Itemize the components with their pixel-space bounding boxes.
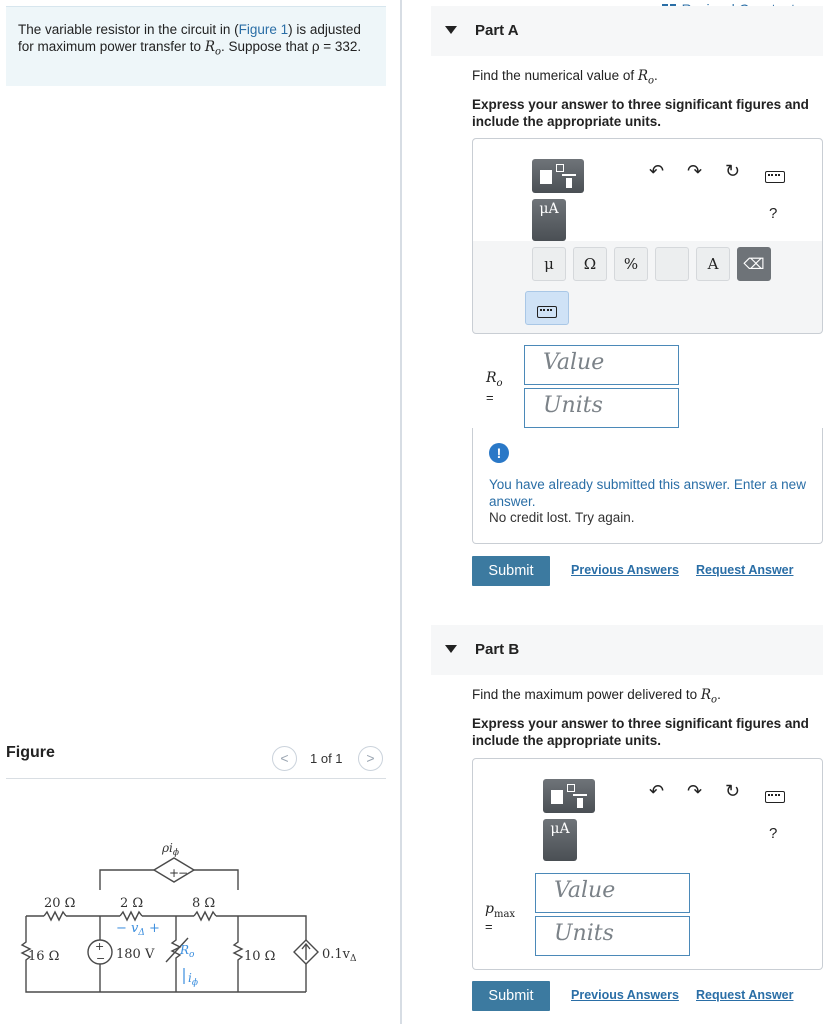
part-a-title: Part A <box>475 22 519 39</box>
equals-sign: = <box>486 390 494 405</box>
help-button[interactable]: ? <box>769 205 778 222</box>
qa-suffix: . <box>654 68 658 83</box>
mu-button[interactable]: μ <box>532 247 566 281</box>
figure-counter: 1 of 1 <box>310 751 343 766</box>
feedback-credit: No credit lost. Try again. <box>489 510 635 525</box>
pmax-sub: max <box>493 908 516 920</box>
current-source-label: $0.1v_\Delta$ <box>322 947 357 964</box>
request-answer-link-a[interactable]: Request Answer <box>696 563 794 577</box>
part-b-toolbox <box>472 758 823 970</box>
qb-symbol-letter: R <box>700 687 712 703</box>
figure-link[interactable]: Figure 1 <box>238 22 289 37</box>
resistor-2 <box>120 912 142 920</box>
pmax-variable-label <box>485 901 515 920</box>
template-glyph-4 <box>566 178 572 188</box>
problem-text-2: ) is adjusted for maximum power transfer to <box>18 22 361 54</box>
resistor-8 <box>194 912 216 920</box>
template-button[interactable] <box>532 159 584 193</box>
part-a-toolbox <box>472 138 823 334</box>
circuit-diagram <box>16 828 376 1008</box>
request-answer-link-b[interactable]: Request Answer <box>696 988 794 1002</box>
part-b-instruction: Express your answer to three significant figures and include the appropriate units. <box>472 716 809 748</box>
help-button[interactable]: ? <box>769 825 778 842</box>
pmax-letter: p <box>485 901 494 917</box>
column-divider <box>400 0 402 1024</box>
alert-icon: ! <box>489 443 509 463</box>
part-a-question <box>472 68 658 87</box>
undo-icon[interactable]: ↶ <box>649 781 665 801</box>
qb-symbol-sub: o <box>711 694 718 706</box>
qa-symbol-sub: o <box>648 75 655 87</box>
ro-label: $R_o$ <box>180 943 195 960</box>
template-glyph-1 <box>540 170 552 184</box>
feedback-box <box>472 428 823 544</box>
ro-letter: R <box>204 39 215 55</box>
feedback-message: You have already submitted this answer. Enter a new answer. <box>489 477 806 509</box>
percent-button[interactable]: % <box>614 247 648 281</box>
rho-value: ρ = 332. <box>311 39 362 54</box>
redo-icon[interactable]: ↷ <box>687 781 703 801</box>
qb-suffix: . <box>717 687 721 702</box>
r4-label: 16 Ω <box>28 949 60 964</box>
undo-icon[interactable]: ↶ <box>649 161 665 181</box>
template-glyph-4 <box>577 798 583 808</box>
keyboard-toggle-button[interactable] <box>525 291 569 325</box>
previous-answers-link-a[interactable]: Previous Answers <box>571 563 679 577</box>
toolbox-top-row <box>473 139 822 241</box>
ohm-button[interactable]: Ω <box>573 247 607 281</box>
ro-symbol <box>204 39 222 58</box>
current-source-arrow <box>302 944 310 960</box>
part-a-header[interactable] <box>431 6 823 56</box>
part-a-instruction: Express your answer to three significant figures and include the appropriate units. <box>472 97 809 129</box>
current-label: $i_\phi$ <box>188 971 198 988</box>
value-input[interactable]: Value <box>524 345 679 385</box>
collapse-triangle-icon[interactable] <box>445 26 457 34</box>
reset-icon[interactable]: ↻ <box>725 781 741 801</box>
submit-button-b[interactable]: Submit <box>472 981 550 1011</box>
keyboard-toggle-icon <box>537 306 557 318</box>
wire-right <box>216 916 306 940</box>
redo-icon[interactable]: ↷ <box>687 161 703 181</box>
resistor-10 <box>234 916 242 992</box>
collapse-triangle-icon[interactable] <box>445 645 457 653</box>
dep-minus: − <box>178 866 189 880</box>
template-glyph-3 <box>573 794 587 796</box>
v-delta-label: − $v_\Delta$ + <box>116 921 160 938</box>
submit-button-a[interactable]: Submit <box>472 556 550 586</box>
source-voltage-label: 180 V <box>116 947 155 962</box>
units-input[interactable]: Units <box>524 388 679 428</box>
problem-text: The variable resistor in the circuit in ( <box>18 22 239 37</box>
vs-plus: + <box>95 940 105 953</box>
reset-icon[interactable]: ↻ <box>725 161 741 181</box>
keyboard-icon[interactable] <box>765 171 785 183</box>
problem-text-3: . Suppose that <box>221 39 312 54</box>
chevron-right-icon[interactable]: > <box>358 746 383 771</box>
keyboard-icon[interactable] <box>765 791 785 803</box>
qa-symbol <box>637 68 655 87</box>
problem-statement <box>6 6 386 86</box>
qa-text: Find the numerical value of <box>472 68 638 83</box>
chevron-left-icon[interactable]: < <box>272 746 297 771</box>
equals-sign: = <box>485 919 493 934</box>
part-b-header[interactable] <box>431 625 823 675</box>
units-button[interactable]: μA <box>543 819 577 861</box>
angstrom-button[interactable]: A <box>696 247 730 281</box>
vs-minus: − <box>96 952 106 965</box>
template-glyph-3 <box>562 174 576 176</box>
r2-label: 2 Ω <box>120 896 144 911</box>
template-glyph-2 <box>556 164 564 172</box>
qa-symbol-letter: R <box>637 68 649 84</box>
template-button[interactable] <box>543 779 595 813</box>
wire-dep-right <box>194 870 238 890</box>
dep-plus: + <box>169 866 180 880</box>
ro-variable-label <box>486 370 503 389</box>
value-input[interactable]: Value <box>535 873 690 913</box>
template-glyph-1 <box>551 790 563 804</box>
previous-answers-link-b[interactable]: Previous Answers <box>571 988 679 1002</box>
r5-label: 10 Ω <box>244 949 276 964</box>
r1-label: 20 Ω <box>44 896 76 911</box>
blank-symbol-button[interactable] <box>655 247 689 281</box>
part-b-question <box>472 687 721 706</box>
dep-source-label: $\rho i_\phi$ <box>162 841 180 858</box>
wire-dep-left <box>100 870 154 890</box>
r3-label: 8 Ω <box>192 896 216 911</box>
qb-symbol <box>700 687 718 706</box>
qb-text: Find the maximum power delivered to <box>472 687 701 702</box>
figure-pager <box>272 746 384 772</box>
units-button[interactable]: μA <box>532 199 566 241</box>
ro-var-sub: o <box>496 377 503 389</box>
delete-icon[interactable]: ⌫ <box>737 247 771 281</box>
ro-subscript: o <box>214 46 222 58</box>
ro-var-letter: R <box>486 370 497 386</box>
figure-title: Figure <box>6 744 55 761</box>
resistor-20 <box>44 912 66 920</box>
part-b-title: Part B <box>475 641 520 658</box>
units-input[interactable]: Units <box>535 916 690 956</box>
figure-divider <box>6 778 386 779</box>
template-glyph-2 <box>567 784 575 792</box>
